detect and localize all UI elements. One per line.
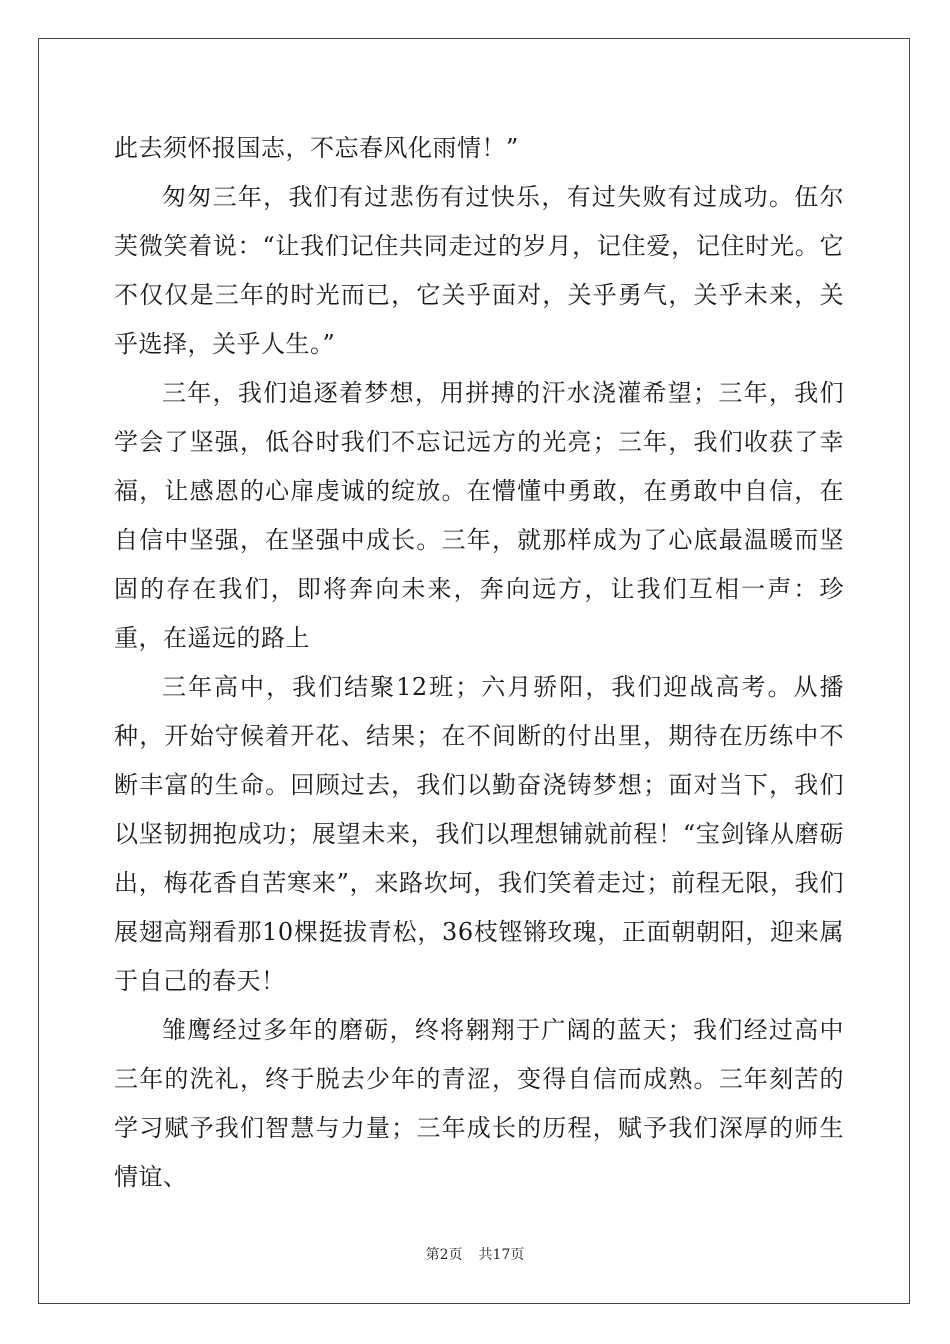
page-footer	[0, 1244, 950, 1264]
page-total: 共17页	[478, 1247, 525, 1263]
paragraph-5: 雏鹰经过多年的磨砺，终将翱翔于广阔的蓝天；我们经过高中三年的洗礼，终于脱去少年的青涩，变得自信而成熟。三年刻苦的学习赋予我们智慧与力量；三年成长的历程，赋予我们深厚的师生情谊、	[114, 1016, 844, 1191]
page-number: 第2页	[425, 1247, 463, 1263]
paragraph-1: 此去须怀报国志，不忘春风化雨情！”	[114, 134, 519, 162]
paragraph-2: 匆匆三年，我们有过悲伤有过快乐，有过失败有过成功。伍尔芙微笑着说：“让我们记住共同走过的岁月，记住爱，记住时光。它不仅仅是三年的时光而已，它关乎面对，关乎勇气，关乎未来，关乎选择，关乎人生。”	[114, 183, 844, 358]
document-body	[114, 124, 844, 1202]
paragraph-4: 三年高中，我们结聚12班；六月骄阳，我们迎战高考。从播种，开始守候着开花、结果；在不间断的付出里，期待在历练中不断丰富的生命。回顾过去，我们以勤奋浇铸梦想；面对当下，我们以坚韧拥抱成功；展望未来，我们以理想铺就前程！“宝剑锋从磨砺出，梅花香自苦寒来”，来路坎坷，我们笑着走过；前程无限，我们展翅高翔看那10棵挺拔青松，36枝铿锵玫瑰，正面朝朝阳，迎来属于自己的春天！	[114, 673, 844, 995]
paragraph-3: 三年，我们追逐着梦想，用拼搏的汗水浇灌希望；三年，我们学会了坚强，低谷时我们不忘记远方的光亮；三年，我们收获了幸福，让感恩的心扉虔诚的绽放。在懵懂中勇敢，在勇敢中自信，在自信中坚强，在坚强中成长。三年，就那样成为了心底最温暖而坚固的存在我们，即将奔向未来，奔向远方，让我们互相一声：珍重，在遥远的路上	[114, 379, 844, 652]
